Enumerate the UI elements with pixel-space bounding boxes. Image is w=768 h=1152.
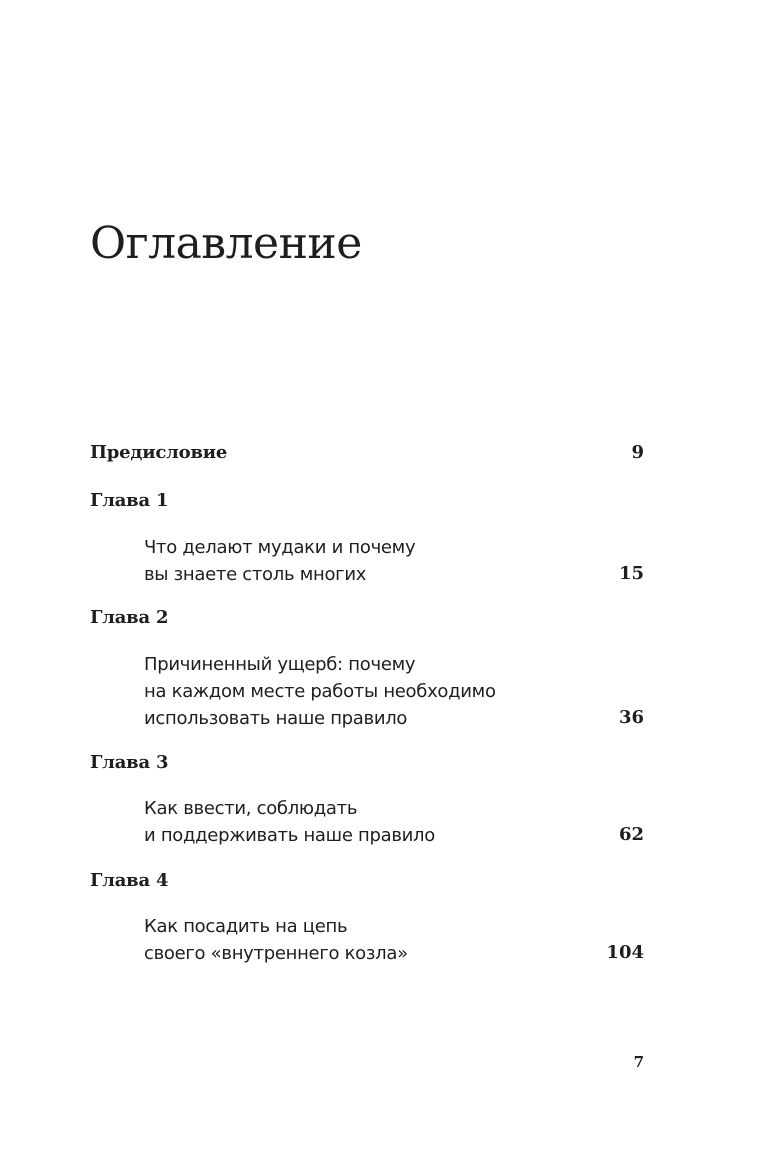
toc-preface-label: Предисловие xyxy=(90,442,228,463)
toc-preface-page: 9 xyxy=(631,442,644,463)
toc-chapter-1-title-line: Что делают мудаки и почему xyxy=(144,537,416,558)
toc-chapter-1-page: 15 xyxy=(618,563,644,584)
toc-chapter-2-title-line: использовать наше правило xyxy=(144,708,408,729)
toc-chapter-4-page: 104 xyxy=(606,942,644,963)
toc-chapter-4-title xyxy=(144,913,584,967)
toc-chapter-2-page: 36 xyxy=(618,707,644,728)
toc-chapter-4-label: Глава 4 xyxy=(90,870,169,891)
toc-chapter-1-label: Глава 1 xyxy=(90,490,169,511)
page-title: Оглавление xyxy=(90,218,362,269)
toc-chapter-3-title-line: Как ввести, соблюдать xyxy=(144,798,358,819)
toc-chapter-3-label: Глава 3 xyxy=(90,752,169,773)
toc-chapter-2-label: Глава 2 xyxy=(90,607,169,628)
toc-chapter-3-title-line: и поддерживать наше правило xyxy=(144,825,435,846)
toc-chapter-3-title xyxy=(144,795,584,849)
toc-chapter-3-page: 62 xyxy=(618,824,644,845)
toc-chapter-2-title-line: Причиненный ущерб: почему xyxy=(144,654,416,675)
toc-chapter-2-title-line: на каждом месте работы необходимо xyxy=(144,681,496,702)
toc-chapter-1-title-line: вы знаете столь многих xyxy=(144,564,367,585)
toc-chapter-4-title-line: Как посадить на цепь xyxy=(144,916,348,937)
toc-chapter-4-title-line: своего «внутреннего козла» xyxy=(144,943,408,964)
page-number: 7 xyxy=(633,1053,644,1071)
toc-chapter-2-title xyxy=(144,651,584,732)
toc-chapter-1-title xyxy=(144,534,584,588)
